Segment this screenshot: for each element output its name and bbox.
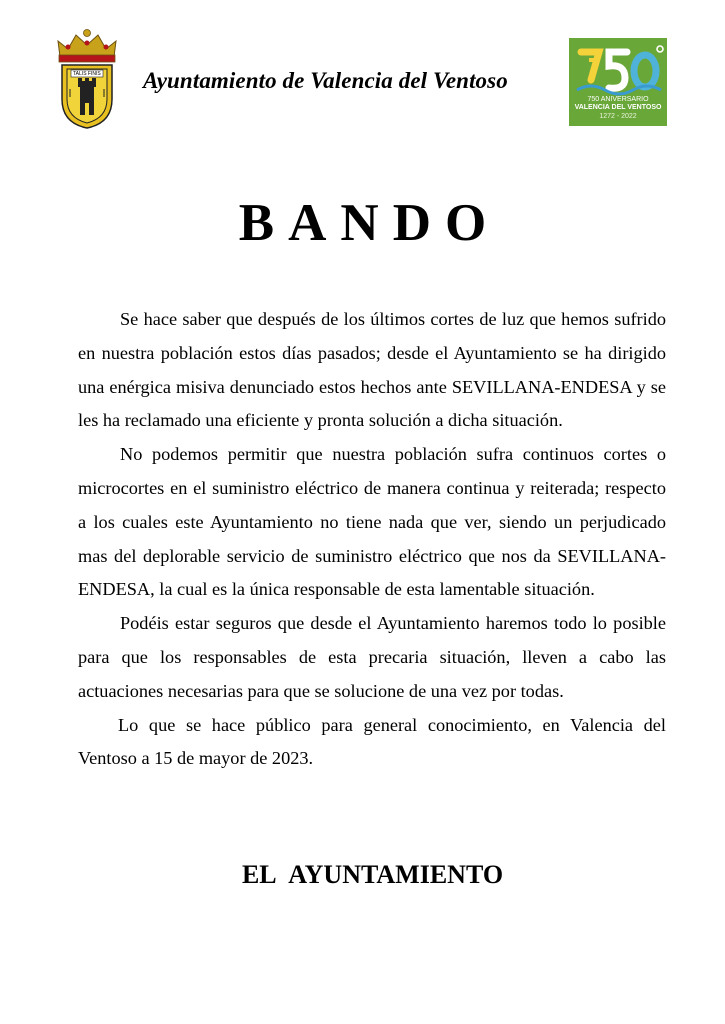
paragraph-4: Lo que se hace público para general conocimiento, en Valencia del Ventoso a 15 de mayor de 2023. (78, 714, 666, 769)
signature: EL AYUNTAMIENTO (241, 860, 504, 889)
document-title: BANDO (238, 194, 501, 252)
crest-motto: TALIS FINIS (73, 71, 101, 77)
header-title: Ayuntamiento de Valencia del Ventoso (143, 68, 508, 93)
document-body (78, 303, 666, 776)
paragraph-1: Se hace saber que después de los últimos cortes de luz que hemos sufrido en nuestra población estos días pasados; desde el Ayuntamiento se ha dirigido una enérgica misiva denunciado estos hechos ante SEVILLANA-ENDESA y se les ha reclamado una eficiente y pronta solución a dicha situación. (78, 309, 666, 431)
anniversary-line1: 750 ANIVERSARIO (587, 96, 649, 103)
coat-of-arms-logo (54, 27, 120, 131)
anniversary-line2: VALENCIA DEL VENTOSO (574, 104, 662, 111)
anniversary-years: 1272 - 2022 (599, 113, 637, 120)
paragraph-3: Podéis estar seguros que desde el Ayuntamiento haremos todo lo posible para que los responsables de esta precaria situación, lleven a cabo las actuaciones necesarias para que se solucione de una vez por todas. (78, 613, 666, 701)
paragraph-2: No podemos permitir que nuestra población sufra continuos cortes o microcortes en el suministro eléctrico de manera continua y reiterada; respecto a los cuales este Ayuntamiento no tiene nada que ver, siendo un perjudicado mas del deplorable servicio de suministro eléctrico que nos da SEVILLANA-ENDESA, la cual es la única responsable de esta lamentable situación. (78, 444, 666, 600)
